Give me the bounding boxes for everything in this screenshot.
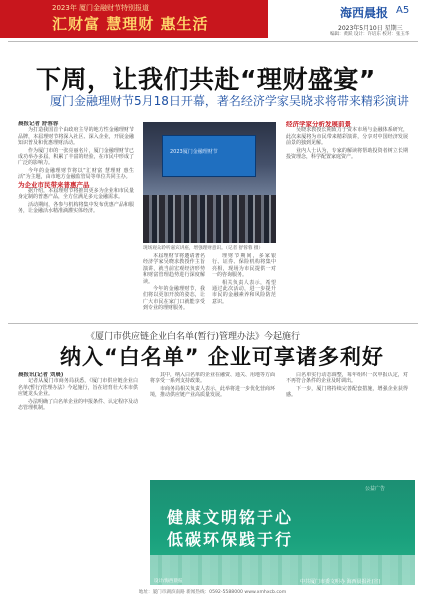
paragraph: 吴晓求教授长期致力于资本市场与金融体系研究，此次来厦将为市民带来精彩演讲，分享对中国经济发展前景的独到见解。 [286,127,408,147]
paragraph: 办法明确了白名单企业的申报条件、认定程序及动态管理机制。 [18,398,138,412]
paragraph: 业内人士认为，专家的解读将帮助投资者树立长期投资理念，科学配置家庭资产。 [286,147,408,161]
paragraph: 今年的金融理财节，我们将以更加开放的姿态，让广大市民在家门口就能享受到专业的理财服务。 [143,286,205,312]
ad-credit: 中共厦门市委文明办 海西晨报社(宣) [300,579,381,585]
photo-caption: 现场观众聆听嘉宾讲座，增强理财意识。（记者 舒蓉蓉 摄） [143,246,264,251]
paragraph: 活动期间，各参与机构将集中发布优惠产品和服务，让金融活水精准滴灌实体经济。 [18,201,134,215]
story2-byline: 晨报讯(记者 刘晨) [18,372,64,378]
page-number: A5 [396,5,410,16]
story1-column-2 [143,253,205,327]
story2-headline: 纳入“白名单” 企业可享诸多利好 [60,345,384,369]
story1-headline: 下周，让我们共赴“理财盛宴” [36,65,376,94]
issue-date: 2023年5月10日 星期三 [338,25,403,32]
story2-column-2 [150,372,275,474]
story1-subheadline: 厦门金融理财节5月18日开幕，著名经济学家吴晓求将带来精彩演讲 [50,94,409,108]
audience-rows [143,195,276,243]
story2-column-3 [286,372,408,474]
paragraph: 记者从厦门市商务局获悉，《厦门市供应链企业白名单(暂行)管理办法》今起施行，旨在培育壮大本市供应链龙头企业。 [18,378,138,398]
story1-subhead-2: 经济学家分析发展前景 [286,121,351,128]
stage-screen-text: 2023厦门金融理财节 [170,149,218,155]
story1-column-1 [18,121,134,327]
editor-credits: 编辑：黄跃 设计：许培东 校对：张玉华 [330,32,410,37]
header-slogan: 汇财富 慧理财 惠生活 [52,15,209,33]
newspaper-logo: 海西晨报 [340,6,389,20]
paragraph: 为打造我国首个由政府主导的地方性金融理财节品牌，本届理财节将深入社区、深入企业，开展金融知识普及和优惠理财活动。 [18,127,134,147]
stage-screen [162,135,256,177]
paragraph: 白名单实行动态调整，每年组织一次申报认定，对不再符合条件的企业及时调出。 [286,372,408,385]
story1-subhead-1: 为企业市民带来普惠产品 [18,180,90,189]
paragraph: 理财节期间，多家银行、证券、保险机构将集中亮相，现场为市民提供一对一的咨询服务。 [212,253,276,279]
header-divider [8,41,418,42]
story2-column-1 [18,372,138,577]
paragraph: 相关负责人表示，希望通过此次活动，进一步提升市民的金融素养和风险防范意识。 [212,279,276,305]
ad-line-1: 健康文明铭于心 [167,508,294,527]
section-divider [8,323,418,324]
ad-designer: 设计/海西晨报 [154,579,183,584]
paragraph: 作为厦门市的一张亮丽名片，厦门金融理财节已成功举办多届，积累了丰富的经验，在市民中形成了广泛的影响力。 [18,147,134,167]
story1-byline: 晨报记者 舒蓉蓉 [18,121,59,127]
ad-tag: 公益广告 [365,486,386,492]
ad-line-2: 低碳环保践于行 [167,530,294,549]
page-footer: 地址：厦门市湖滨南路 新闻热线：0592-5588000 www.xmhxcb.com [138,590,287,595]
paragraph: 本届理财节将邀请著名经济学家吴晓求教授作主旨演讲，就当前宏观经济形势和财富管理趋势进行深度解读。 [143,253,205,285]
story2-kicker: 《厦门市供应链企业白名单(暂行)管理办法》今起施行 [86,332,301,342]
paragraph: 市商务局相关负责人表示，此举将进一步优化营商环境，推动供应链产业高质量发展。 [150,385,275,399]
paragraph: 其中，纳入白名单的企业在融资、通关、用地等方面将享受一系列支持政策。 [150,372,275,385]
story1-column-3 [212,253,276,327]
header-year-line: 2023年 厦门金融财节特别报道 [52,4,150,12]
paragraph: 今年的金融理财节将以“汇财富 慧理财 惠生活”为主题，由市地方金融监管局等单位共同主办。 [18,167,134,181]
story1-column-4 [286,121,408,327]
paragraph: 据介绍，本届理财节将推出更多为企业和市民量身定制的普惠产品，全方位满足多元金融需求。 [18,188,134,201]
paragraph: 下一步，厦门将持续完善配套措施，增强企业获得感。 [286,385,408,399]
